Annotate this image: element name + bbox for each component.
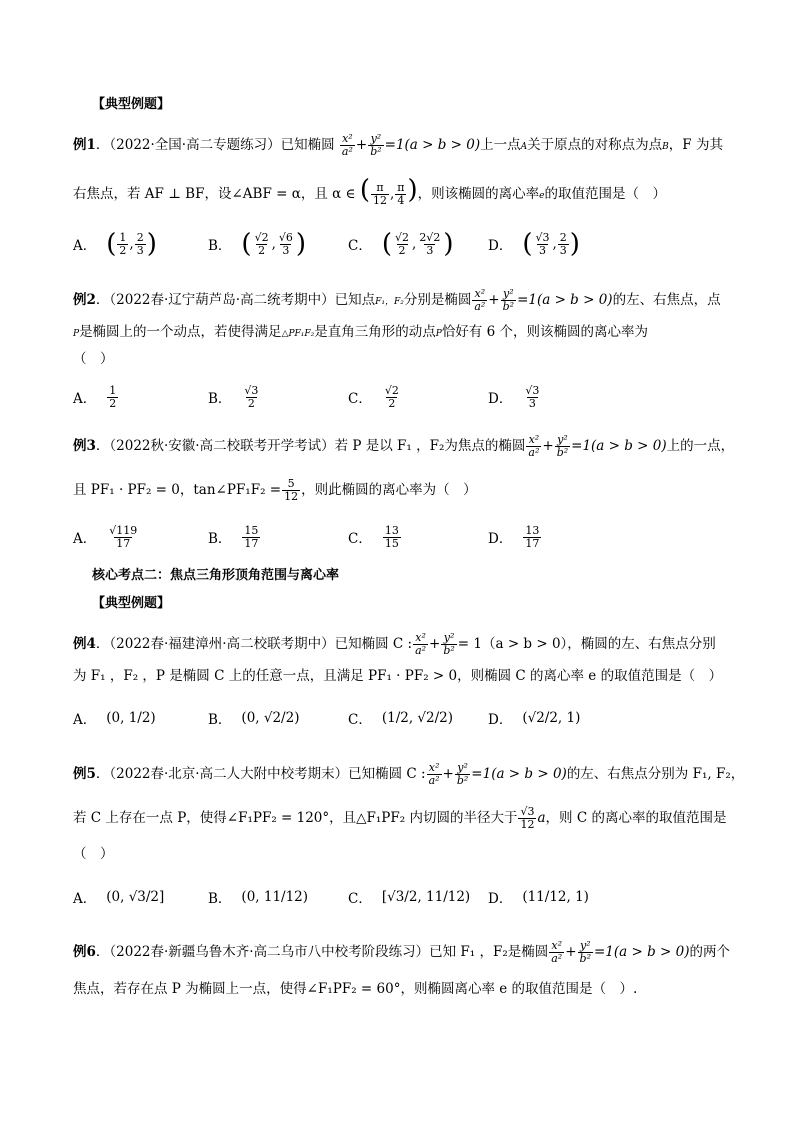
example-4-line-2: 为 F₁ ，F₂ ，P 是椭圆 C 上的任意一点，且满足 PF₁ · PF₂ > 0，则椭圆 C 的离心率 e 的取值范围是（ ） [73,668,723,684]
example-text: 若 C 上存在一点 P，使得∠F₁PF₂ = 120°，且△F₁PF₂ 内切圆的半径大于 [73,810,518,826]
option-b[interactable]: B． (0, 11/12) [208,889,309,907]
example-5-line-3: （ ） [73,846,114,862]
example-label: 例6 [73,944,96,960]
example-2-line-2: P是椭圆上的一个动点，若使得满足△PF₁F₂是直角三角形的动点P恰好有 6 个，则该椭圆的离心率为 [73,324,648,340]
option-a[interactable]: A． (0, √3/2] [73,889,165,907]
example-4-line-1: 例4．（2022春·福建漳州·高二校联考期中）已知椭圆 C : $\frac{\text{x²}}{\text{a²}}$ + $\frac{\text{y²}}{\text{b²}}$ = 1（a > b > 0），椭圆的左、右焦点分别 [73,631,716,657]
fraction: $\frac{\text{x²}}{\text{a²}}$ [341,132,353,158]
option-a[interactable]: A． ( $\frac{1}{2}$ , $\frac{2}{3}$ ) [73,229,157,259]
example-text: ．（2022·全国·高二专题练习）已知椭圆 [95,137,335,153]
option-c[interactable]: C． ( $\frac{√2}{2}$ , $\frac{2√2}{3}$ ) [348,229,454,259]
example-1-line-2: 右焦点，若 AF ⊥ BF，设∠ABF = α，且 α ∈ ( $\frac{\pi}{12}$ , $\frac{\pi}{4}$ )，则该椭圆的离心率e的取值范围是（ ） [73,175,666,207]
example-4-options [73,696,724,740]
example-label: 例5 [73,766,96,782]
option-d[interactable]: D． $\frac{13}{17}$ [488,523,540,550]
example-text: 的左、右焦点分别为 F₁, F₂， [566,766,745,782]
example-text: 的两个 [689,944,730,960]
option-a[interactable]: A． (0, 1/2) [73,710,156,728]
example-text: ．（2022春·辽宁葫芦岛·高二统考期中）已知点 [95,292,376,308]
section-heading: 【典型例题】 [92,596,171,611]
option-b[interactable]: B． $\frac{√3}{2}$ [208,383,259,410]
example-2-options [73,375,724,419]
example-3-line-2: 且 PF₁ · PF₂ = 0，tan∠PF₁F₂ = $\frac{5}{12}$ ，则此椭圆的离心率为（ ） [73,477,477,503]
option-c[interactable]: C． $\frac{13}{15}$ [348,523,399,550]
example-text: 右焦点，若 AF ⊥ BF，设∠ABF = α，且 α ∈ [73,186,356,202]
example-label: 例4 [73,636,96,652]
section-heading: 【典型例题】 [92,97,171,112]
option-d[interactable]: D． (11/12, 1) [488,889,589,907]
example-3-line-1: 例3．（2022秋·安徽·高二校联考开学考试）若 P 是以 F₁ ，F₂为焦点的椭圆 $\frac{\text{x²}}{\text{a²}}$ + $\frac{\text{y²}}{\text{b²}}$ =1(a > b > 0)上的一点， [73,433,735,459]
example-text: 的取值范围是（ ） [544,186,666,202]
example-text: ．（2022春·北京·高二人大附中校考期末）已知椭圆 C : [95,766,426,782]
example-text: ．（2022春·新疆乌鲁木齐·高二乌市八中校考阶段练习）已知 F₁ ，F₂是椭圆 [95,944,549,960]
example-text: ，则该椭圆的离心率 [417,186,540,202]
fraction: $\frac{\text{y²}}{\text{b²}}$ [370,132,382,158]
example-6-line-1: 例6．（2022春·新疆乌鲁木齐·高二乌市八中校考阶段练习）已知 F₁ ，F₂是椭圆 $\frac{\text{x²}}{\text{a²}}$ + $\frac{\text{y²}}{\text{b²}}$ =1(a > b > 0)的两个 [73,939,730,965]
example-text: 上的一点， [666,438,735,454]
example-text: ．（2022秋·安徽·高二校联考开学考试）若 P 是以 F₁ ，F₂为焦点的椭圆 [95,438,526,454]
example-5-options [73,875,724,919]
option-d[interactable]: D． (√2/2, 1) [488,710,581,728]
example-label: 例3 [73,438,96,454]
example-text: 关于原点的对称点为点 [527,137,663,153]
example-text: 且 [73,482,87,498]
example-text: ，则 C 的离心率的取值范围是 [545,810,727,826]
option-c[interactable]: C． $\frac{√2}{2}$ [348,383,399,410]
example-text: ．（2022春·福建漳州·高二校联考期中）已知椭圆 C : [95,636,413,652]
example-2-line-1: 例2．（2022春·辽宁葫芦岛·高二统考期中）已知点F₁，F₂分别是椭圆 $\frac{\text{x²}}{\text{a²}}$ + $\frac{\text{y²}}{\text{b²}}$ =1(a > b > 0)的左、右焦点，点 [73,287,721,313]
example-text: PF₁ · PF₂ = 0，tan∠PF₁F₂ = [90,482,282,498]
example-text: = 1（a > b > 0），椭圆的左、右焦点分别 [457,636,716,652]
example-text: 是椭圆上的一个动点，若使得满足 [79,324,282,340]
example-1-options [73,222,724,266]
example-text: ，则此椭圆的离心率为（ ） [301,482,477,498]
option-b[interactable]: B． ( $\frac{√2}{2}$ , $\frac{√6}{3}$ ) [208,229,307,259]
option-d[interactable]: D． ( $\frac{√3}{3}$ , $\frac{2}{3}$ ) [488,229,580,259]
example-6-line-2: 焦点，若存在点 P 为椭圆上一点，使得∠F₁PF₂ = 60°，则椭圆离心率 e 的取值范围是（ ）. [73,981,638,997]
option-c[interactable]: C． [√3/2, 11/12) [348,889,471,907]
option-b[interactable]: B． (0, √2/2) [208,710,300,728]
example-text: 是直角三角形的动点 [314,324,436,340]
example-5-line-1: 例5．（2022春·北京·高二人大附中校考期末）已知椭圆 C : $\frac{\text{x²}}{\text{a²}}$ + $\frac{\text{y²}}{\text{b²}}$ =1(a > b > 0)的左、右焦点分别为 F₁, F₂， [73,761,745,787]
example-5-line-2: 若 C 上存在一点 P，使得∠F₁PF₂ = 120°，且△F₁PF₂ 内切圆的半径大于 $\frac{√3}{12}$ a，则 C 的离心率的取值范围是 [73,805,727,831]
example-3-options [73,515,724,559]
core-point-heading: 核心考点二：焦点三角形顶角范围与离心率 [92,568,340,583]
option-b[interactable]: B． $\frac{15}{17}$ [208,523,259,550]
example-text: ，F 为其 [668,137,723,153]
example-text: 的左、右焦点，点 [612,292,721,308]
option-a[interactable]: A． $\frac{1}{2}$ [73,383,117,410]
example-text: 上一点 [480,137,521,153]
example-label: 例1 [73,137,96,153]
option-a[interactable]: A． $\frac{√119}{17}$ [73,523,138,550]
option-d[interactable]: D． $\frac{√3}{3}$ [488,383,540,410]
example-text: 分别是椭圆 [403,292,472,308]
example-label: 例2 [73,292,96,308]
example-text: 恰好有 6 个，则该椭圆的离心率为 [441,324,648,340]
example-1-line-1: 例1．（2022·全国·高二专题练习）已知椭圆 $\frac{\text{x²}}{\text{a²}}$ + $\frac{\text{y²}}{\text{b²}}$ =1(a > b > 0)上一点A关于原点的对称点为点B，F 为其 [73,132,723,158]
option-c[interactable]: C． (1/2, √2/2) [348,710,454,728]
example-2-line-3: （ ） [73,351,114,367]
